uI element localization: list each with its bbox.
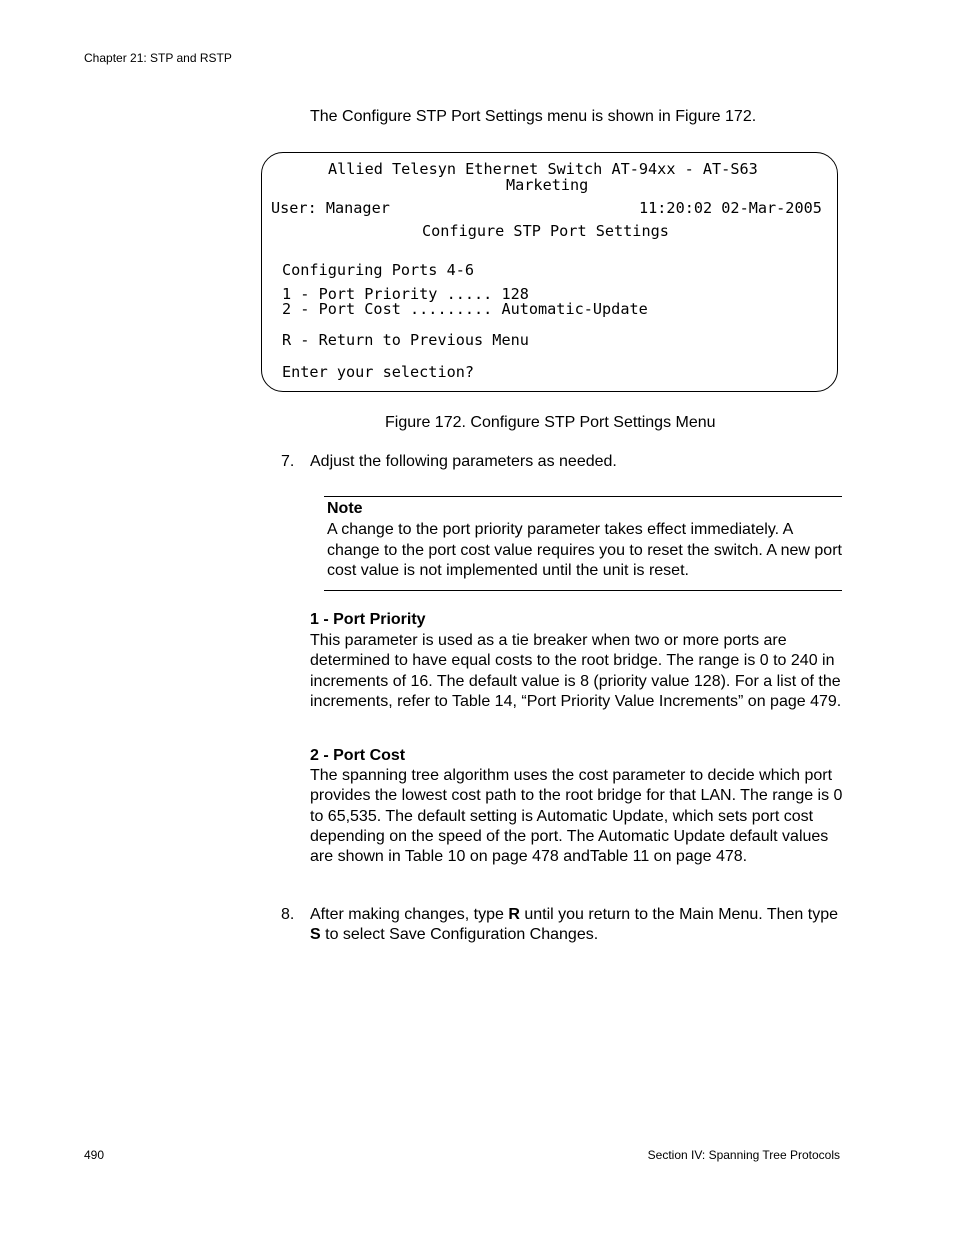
intro-text: The Configure STP Port Settings menu is shown in Figure 172.: [310, 108, 757, 125]
key-r: R: [508, 906, 520, 923]
menu-option-port-cost[interactable]: 2 - Port Cost ......... Automatic-Update: [282, 300, 648, 318]
param-port-cost-title: 2 - Port Cost: [310, 747, 406, 764]
section-footer: Section IV: Spanning Tree Protocols: [647, 1148, 840, 1162]
terminal-screen: [261, 152, 838, 392]
step-8-part1: After making changes, type: [310, 906, 509, 923]
screen-configuring: Configuring Ports 4-6: [282, 261, 475, 279]
menu-option-return[interactable]: R - Return to Previous Menu: [282, 331, 529, 349]
screen-prompt[interactable]: Enter your selection?: [282, 363, 475, 381]
page-number: 490: [84, 1148, 105, 1162]
screen-timestamp: 11:20:02 02-Mar-2005: [639, 199, 822, 217]
step-8-part3: to select Save Configuration Changes.: [320, 926, 599, 943]
note-body: A change to the port priority parameter takes effect immediately. A change to the port cost value requires you to reset the switch. A new port cost value is not implemented until the unit is reset.: [327, 521, 842, 579]
param-port-priority-title: 1 - Port Priority: [310, 611, 426, 628]
param-port-cost-text: The spanning tree algorithm uses the cost parameter to decide which port provides the lowest cost path to the root bridge for that LAN. The range is 0 to 65,535. The default setting is Automatic Update, which sets port cost depending on the speed of the port. The Automatic Update default values are shown in Table 10 on page 478 andTable 11 on page 478.: [310, 767, 843, 866]
key-s: S: [310, 926, 321, 943]
param-port-priority-text: This parameter is used as a tie breaker when two or more ports are determined to have equal costs to the root bridge. The range is 0 to 240 in increments of 16. The default value is 8 (priority value 128). For a list of the increments, refer to Table 14, “Port Priority Value Increments” on page 479.: [310, 632, 842, 710]
screen-menu-title: Configure STP Port Settings: [422, 222, 669, 240]
note-title: Note: [327, 500, 363, 517]
note-top-rule: [324, 496, 842, 497]
step-8-number: 8.: [281, 906, 295, 923]
step-7-number: 7.: [281, 453, 295, 470]
menu-option-port-priority[interactable]: 1 - Port Priority ..... 128: [282, 285, 529, 303]
step-8-part2: until you return to the Main Menu. Then type: [519, 906, 838, 923]
screen-user: User: Manager: [271, 199, 390, 217]
screen-title: Allied Telesyn Ethernet Switch AT-94xx - AT-S63: [328, 160, 758, 178]
note-bottom-rule: [324, 590, 842, 591]
figure-caption: Figure 172. Configure STP Port Settings Menu: [385, 414, 716, 431]
chapter-header: Chapter 21: STP and RSTP: [84, 51, 232, 65]
step-8-text: [310, 905, 845, 945]
step-7-text: Adjust the following parameters as needed.: [310, 453, 617, 470]
screen-subtitle: Marketing: [506, 176, 589, 194]
